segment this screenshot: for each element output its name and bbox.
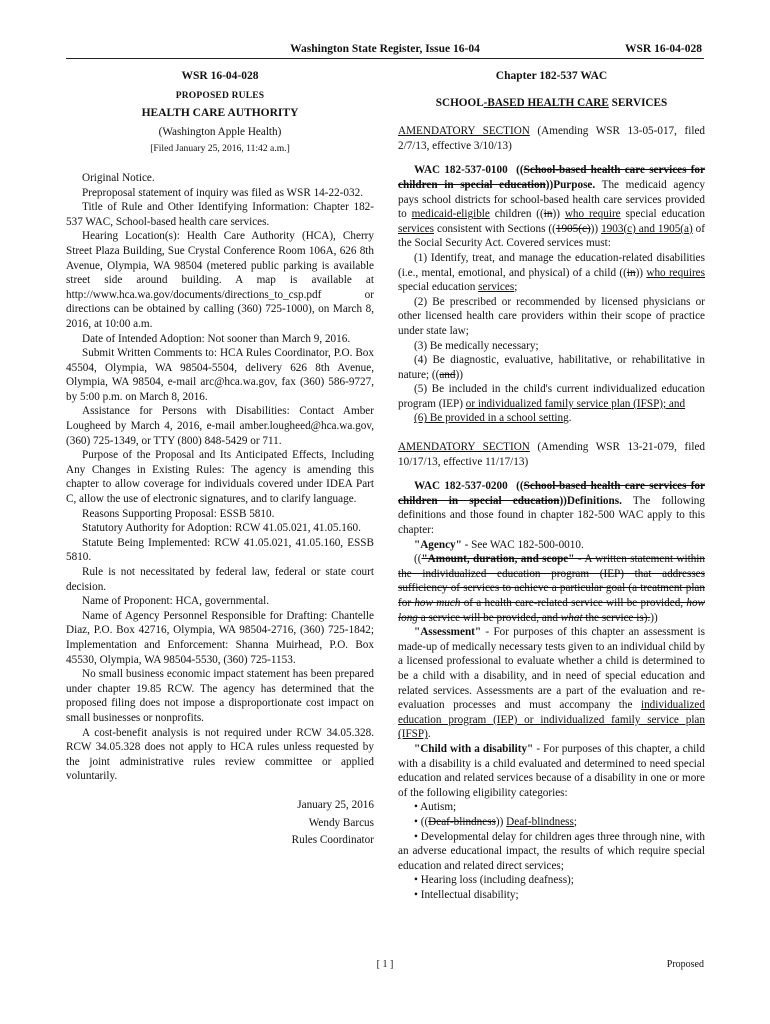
s1-u4: 1903(c) and 1905(a) (601, 222, 693, 235)
s1-x1: in (543, 208, 553, 221)
comments-info: Submit Written Comments to: HCA Rules Coordinator, P.O. Box 45504, Olympia, WA 98504-5504, delivery 626 8th Avenue, Olympia, WA 98504, e-mail arc@hca.wa.gov, fax (360) 586-9727, by 5:00 p.m. on March 8, 2016. (66, 347, 374, 403)
i5-u: or individualized family service plan (IFSP); and (465, 397, 686, 410)
chapter-title-a: SCHOOL (435, 96, 484, 109)
i4-x: and (439, 368, 456, 381)
definition-amount-duration-scope (398, 552, 705, 625)
s1-u2: who require (564, 208, 621, 221)
i1-d: ; (514, 281, 518, 294)
i6-u: (6) Be provided in a school setting (414, 412, 569, 425)
s1-u3: services (398, 222, 435, 235)
signature-title: Rules Coordinator (291, 834, 374, 847)
agency-personnel: Name of Agency Personnel Responsible for Drafting: Chantelle Diaz, P.O. Box 42716, Olympia, WA 98504-2716, (360) 725-1842; Implementation and Enforcement: Shanna Muirhead, P.O. Box 45530, Olympia, WA 98504-5530, (360) 725-1153. (66, 609, 374, 666)
s1-open: (( (516, 164, 524, 177)
definition-assessment (398, 625, 705, 742)
i5-a: (5) Be included in the child's current individualized education program (IEP) (398, 383, 705, 410)
s1-number: WAC 182-537-0100 (414, 164, 508, 177)
b2-x: Deaf-blindness (428, 815, 496, 828)
d3-u: individualized education program (IEP) or individualized family service plan (IFSP) (398, 699, 705, 741)
page-footer (0, 958, 770, 976)
proponent: Name of Proponent: HCA, governmental. (82, 595, 270, 608)
s1-struck: School-based health care services for children in special education (398, 164, 705, 191)
notice-type: Original Notice. (82, 171, 155, 184)
d2-i1: how much (414, 597, 461, 609)
amendatory-section-2 (398, 440, 705, 469)
s2-number: WAC 182-537-0200 (414, 480, 508, 493)
b2-u: Deaf-blindness (506, 815, 574, 828)
definition-child-with-disability (398, 742, 705, 800)
purpose: Purpose of the Proposal and Its Anticipated Effects, Including Any Changes in Existing Rules: The agency is amending this chapter to allow coverage for individuals covered under IDEA Part C, allow the use of electronic signatures, and to clarify language. (66, 449, 374, 506)
agency-subtitle: (Washington Apple Health) (158, 125, 282, 138)
left-column (66, 69, 374, 848)
d1-term: "Agency" (414, 538, 462, 551)
reasons: Reasons Supporting Proposal: ESSB 5810. (82, 507, 275, 520)
i1-x: in (626, 266, 636, 279)
i1-u2: services (478, 281, 515, 294)
definition-agency (398, 538, 705, 553)
d3-b: . (427, 728, 431, 741)
d2-d: the service is). (582, 611, 651, 624)
b2-a: • (( (414, 815, 429, 828)
wsr-number: WSR 16-04-028 (181, 70, 259, 82)
item-5 (398, 382, 705, 411)
s1-close: ))Purpose. (545, 178, 596, 191)
cost-benefit: A cost-benefit analysis is not required under RCW 34.05.328. RCW 34.05.328 does not apply to HCA rules unless requested by the joint administrative rules review committee or applied voluntarily. (66, 726, 374, 783)
footer-label: Proposed (666, 959, 704, 970)
adoption-date: Date of Intended Adoption: Not sooner than March 9, 2016. (82, 332, 351, 345)
signature-name: Wendy Barcus (308, 816, 374, 829)
i4-b: )) (455, 368, 463, 381)
chapter-title-c: SERVICES (608, 96, 668, 109)
right-column (398, 69, 705, 902)
header-wsr-number: WSR 16-04-028 (625, 43, 702, 55)
d1-text: - See WAC 182-500-0010. (461, 538, 584, 551)
amend2-rest: (Amending WSR 13-21-079, filed 10/17/13, effective 11/17/13) (398, 441, 706, 468)
item-2: (2) Be prescribed or recommended by licensed physicians or other licensed health care providers within their scope of practice under state law; (398, 295, 705, 337)
d4-term: "Child with a disability" (414, 742, 534, 755)
hearing-location: Hearing Location(s): Health Care Authority (HCA), Cherry Street Plaza Building, Sue Crystal Conference Room 106A, 626 8th Avenue, Olympia, WA 98504 (metered public parking is available street side around building. A map is available at http://www.hca.wa.gov/documents/directions_to_csp.pdf or directions can be obtained by calling (360) 725-1000), on March 8, 2016, at 10:00 a.m. (66, 230, 374, 330)
agency-name: HEALTH CARE AUTHORITY (141, 107, 299, 120)
item-6 (398, 411, 705, 426)
s2-struck: School-based health care services for children in special education (398, 480, 705, 507)
chapter-title-b: -BASED HEALTH CARE (483, 96, 609, 109)
amend1-label: AMENDATORY SECTION (398, 125, 530, 138)
d2-i2: how long (398, 597, 706, 624)
signature-date: January 25, 2016 (297, 798, 374, 811)
disability-assistance: Assistance for Persons with Disabilities: Contact Amber Lougheed by March 4, 2016, e-mail amber.lougheed@hca.wa.gov, (360) 725-1349, or TTY (800) 848-5429 or 711. (66, 405, 374, 447)
b2-c: ; (573, 815, 577, 828)
bullet-intellectual-disability: • Intellectual disability; (414, 888, 519, 901)
amend1-rest: (Amending WSR 13-05-017, filed 2/7/13, effective 3/10/13) (398, 125, 706, 152)
s1-t4: special education (620, 208, 705, 221)
statute-implemented: Statute Being Implemented: RCW 41.05.021, 41.05.160, ESSB 5810. (66, 536, 374, 564)
rule-title: Title of Rule and Other Identifying Information: Chapter 182-537 WAC, School-based health care services. (66, 201, 374, 228)
page-number: [ 1 ] (376, 959, 394, 970)
chapter-number: Chapter 182-537 WAC (495, 70, 608, 82)
d2-i3: what (560, 611, 583, 624)
s2-open: (( (516, 480, 524, 493)
item-1 (398, 251, 705, 295)
s2-close: ))Definitions. (559, 494, 622, 507)
s1-t3: )) (552, 208, 565, 221)
section-0200 (398, 479, 705, 537)
economic-impact: No small business economic impact statement has been prepared under chapter 19.85 RCW. The agency has determined that the proposed filing does not impose a disproportionate cost impact on small businesses or nonprofits. (66, 668, 374, 724)
bullet-hearing-loss: • Hearing loss (including deafness); (414, 874, 574, 887)
s1-t1: The medicaid agency pays school districts for school-based health care services provided to (398, 178, 705, 221)
filed-date: [Filed January 25, 2016, 11:42 a.m.] (150, 143, 290, 155)
amendatory-section-1 (398, 124, 705, 153)
d2-b: of a health care-related service will be provided, (460, 597, 687, 609)
d2-c: a service will be provided, and (417, 611, 561, 624)
preproposal-statement: Preproposal statement of inquiry was filed as WSR 14-22-032. (82, 186, 363, 199)
header-rule (66, 58, 704, 59)
statutory-authority: Statutory Authority for Adoption: RCW 41.05.021, 41.05.160. (82, 522, 361, 535)
section-0100 (398, 163, 705, 251)
bullet-deaf-blindness (398, 815, 705, 830)
b2-b: )) (495, 815, 507, 828)
chapter-title (398, 96, 705, 111)
d2-a: - A written statement within the individualized education program (IEP) that addresses sufficiency of services to achieve a particular goal (a treatment plan for (398, 553, 705, 609)
bullet-autism: • Autism; (414, 801, 457, 814)
i1-u1: who requires (646, 266, 705, 279)
i1-a: (1) Identify, treat, and manage the education-related disabilities (i.e., mental, emotional, and physical) of a child (( (398, 251, 705, 279)
s1-t7: of the Social Security Act. Covered services must: (398, 222, 705, 250)
register-title: Washington State Register, Issue 16-04 (290, 43, 480, 55)
s2-t1: The following definitions and those found in chapter 182-500 WAC apply to this chapter: (398, 494, 705, 537)
s1-t6: )) (590, 222, 602, 235)
rule-type: PROPOSED RULES (175, 90, 265, 101)
s1-t5: consistent with Sections (( (434, 222, 556, 235)
d3-term: "Assessment" (414, 626, 482, 639)
i1-b: )) (635, 266, 647, 279)
i1-c: special education (398, 281, 479, 294)
d2-term: "Amount, duration, and scope" (421, 553, 575, 566)
bullet-developmental-delay: • Developmental delay for children ages three through nine, with an adverse educational impact, the results of which require special education and related direct services; (398, 830, 705, 872)
s1-t2: children (( (489, 208, 544, 221)
s1-x2: 1905(c) (555, 222, 591, 235)
item-3: (3) Be medically necessary; (414, 339, 539, 352)
d2-close: )) (650, 611, 658, 624)
amend2-label: AMENDATORY SECTION (398, 441, 530, 454)
d2-open: (( (414, 553, 422, 566)
i6-b: . (568, 412, 572, 425)
s1-u1: medicaid-eligible (411, 208, 490, 221)
necessity: Rule is not necessitated by federal law, federal or state court decision. (66, 566, 374, 593)
d3-a: - For purposes of this chapter an assessment is made-up of medically necessary tests given to an individual child by a licensed professional to evaluate whether a child is determined to be a child with a disability, and in need of special education and related services. Assessments are a part of the evaluation and re-evaluation processes and must accompany the (398, 626, 705, 712)
d4-text: - For purposes of this chapter, a child with a disability is a child evaluated and determined to need special education and related services because of a disability in one or more of the following eligibility categories: (398, 742, 705, 799)
item-4 (398, 353, 705, 382)
running-header (0, 38, 770, 60)
i4-a: (4) Be diagnostic, evaluative, habilitative, or rehabilitative in nature; (( (398, 354, 705, 381)
